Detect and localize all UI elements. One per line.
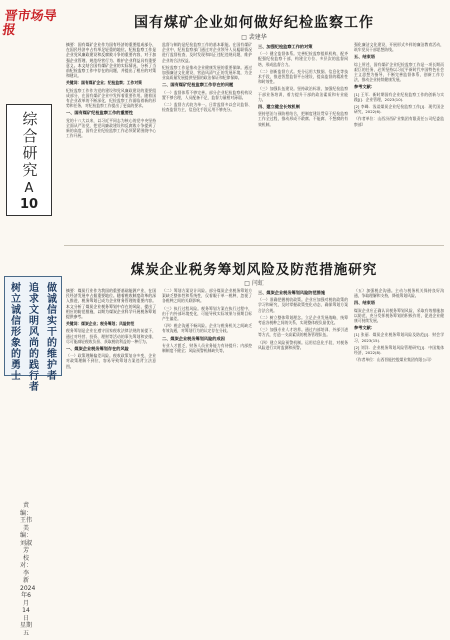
body-paragraph: [2] 李峰．浅谈煤炭企业纪检监察工作[J]．现代国企研究，2022(6)． [354, 104, 444, 115]
article-2-column [66, 288, 156, 371]
slogan-line: 做诚信实干的维护者 [47, 283, 57, 382]
section-name: 综合研究 [22, 110, 38, 179]
left-sidebar [0, 0, 64, 640]
page-footer: 责编：王伟 美编：刘淑芳 校对：李 新 2024年6月14日 星期五 [20, 502, 36, 637]
keywords-text: 关键词：煤炭企业；税务筹划；风险防范 [66, 321, 135, 327]
body-paragraph: （四）税企沟通不畅风险。企业与税务机关之间缺乏有效沟通，对筹划行为的认定存在分歧。 [162, 323, 252, 334]
body-paragraph: （一）监督体系不够完善。部分企业纪检监察机构设置不够合理，人员配备不足，监督力量相对薄弱。 [162, 89, 252, 100]
slogan-line: 树立诚信形象的勇士 [11, 283, 21, 382]
article-2-column [354, 288, 444, 364]
section-heading: 四、结束语 [354, 300, 375, 306]
body-paragraph: 综上所述，国有煤矿企业纪检监察工作是一项长期而艰巨的任务，必须坚持以习近平新时代中国特色社会主义思想为指导，不断完善监督体系，创新工作方法，推动企业持续健康发展。 [354, 61, 444, 83]
body-paragraph: （二）树立整体筹划理念。立足企业发展战略，统筹考虑各税种之间的关系，实现整体税负最优化。 [258, 314, 348, 326]
slogan-box [4, 276, 62, 393]
body-paragraph: （五）加强税企沟通。主动与税务机关保持良好沟通，争取理解和支持，降低筹划风险。 [354, 288, 444, 299]
abstract-text: 摘要：煤炭行业作为我国的重要基础能源产业，在国民经济发展中占据重要地位。随着税收制度改革的深入推进，税务筹划已成为企业财务管理的重要内容。本文分析了煤炭企业税务筹划中存在的风险，提出了相应的防范措施，以期为煤炭企业科学开展税务筹划提供参考。 [66, 288, 156, 320]
body-paragraph: 监督与制约是纪检监察工作的基本职能。在国有煤矿企业中，纪检监察部门通过对企业领导人员履职情况进行监督检查，及时发现和纠正违纪违规问题，维护企业的合法权益。 [162, 42, 252, 63]
section-heading: 一、国有煤矿纪检监察工作的重要性 [66, 110, 134, 116]
newspaper-logo [1, 10, 62, 44]
body-paragraph: （三）加强队伍建设。坚持政治标准，加强纪检监察干部业务培训，着力提升干部的政治素质和专业能力。 [258, 86, 348, 102]
article-1-body [66, 42, 444, 242]
section-heading: 参考文献： [354, 84, 375, 90]
section-heading: 五、结束语 [354, 54, 375, 60]
section-heading: 三、加强纪检监察工作的对策 [258, 44, 313, 49]
body-paragraph: （二）筹划方案设计风险。部分煤炭企业税务筹划方案缺乏整体性和系统性，仅着眼于单一税种，忽视了各税种之间的关联影响。 [162, 288, 252, 304]
keywords-text: 关键词：国有煤矿企业；纪检监察；工作对策 [66, 80, 142, 86]
logo-line-2: 报 [1, 23, 17, 38]
body-paragraph: （一）健全监督体系。完善纪检监察组织机构，配齐配强纪检监察干部，构建全方位、多层次的监督网络，形成监督合力。 [258, 51, 348, 67]
section-heading: 三、煤炭企业税务筹划风险防范措施 [258, 290, 326, 295]
article-divider [64, 245, 444, 246]
article-1-byline: □ 裴建华 [241, 34, 267, 41]
body-paragraph: [1] 张丽．煤炭企业税务筹划风险及防范[J]．财会学习，2023(15)． [354, 332, 444, 343]
article-2-title: 煤炭企业税务筹划风险及防范措施研究 [130, 262, 378, 278]
slogan-line: 追求文明风尚的践行者 [29, 283, 39, 393]
body-paragraph: （三）执行过程风险。税务筹划方案在执行过程中，由于内外部环境变化，可能导致实际效果与预期目标产生偏差。 [162, 305, 252, 322]
article-2-column [162, 288, 252, 355]
section-heading: 二、煤炭企业税务筹划风险的成因 [162, 335, 225, 341]
body-paragraph: （一）政策理解偏差风险。税收政策复杂多变，企业对政策理解不到位，容易导致筹划方案违背立法意图。 [66, 353, 156, 369]
section-heading: 二、国有煤矿纪检监察工作存在的问题 [162, 82, 234, 88]
body-paragraph: （二）监督方式较为单一。日常监督多以会议监督、检查监督为主，信息化手段运用不够充分。 [162, 102, 252, 113]
article-2-byline: □ 闫虹 [244, 280, 264, 287]
body-paragraph: （三）加强专业人才培养。通过内部培训、外部引进等方式，打造一支高素质的税务管理队伍。 [258, 327, 348, 338]
article-1-column [258, 42, 348, 129]
section-heading: 参考文献： [354, 325, 375, 331]
abstract-text: 摘要：国有煤矿企业作为国有经济的重要组成部分，在国民经济中占有举足轻重的地位。纪检监察工作是企业党风廉政建设和反腐败斗争的重要内容，对于加强企业管理、规范经营行为、维护企业利益具有重要意义。本文结合国有煤矿企业的实际情况，分析了当前纪检监察工作中存在的问题，并提出了相应的对策和建议。 [66, 42, 156, 79]
section-tag [6, 104, 52, 216]
body-paragraph: 党的十八大以来，以习近平同志为核心的党中央坚持全面从严治党，把党风廉政建设和反腐败斗争提到了新的高度，国有企业纪检监察工作必须紧紧围绕中心工作开展。 [66, 117, 156, 139]
section-heading: 四、建立健全长效机制 [258, 104, 300, 110]
article-1-column [354, 42, 444, 129]
body-paragraph: 专业人才匮乏，财务人员业务能力有待提升；内部控制制度不健全；风险预警机制缺失等。 [162, 342, 252, 354]
main-content [64, 0, 444, 640]
article-1-column [162, 42, 252, 114]
article-2-body [66, 288, 444, 628]
article-1-column [66, 42, 156, 140]
body-paragraph: [1] 王军．新时期国有企业纪检监察工作的创新与实践[J]．企业管理，2023(10)． [354, 91, 444, 102]
body-paragraph: 纪检监察工作是推动企业健康发展的重要保障。通过加强廉洁文化建设，营造风清气正的发展环境，为企业高质量发展提供坚强的政治保证和纪律保障。 [162, 64, 252, 81]
body-paragraph: （四）建立风险预警机制。运用信息化手段，对税务风险进行实时监测和预警。 [258, 339, 348, 350]
section-heading: 一、煤炭企业税务筹划存在的风险 [66, 346, 129, 352]
body-paragraph: （二）创新监督方式。充分运用大数据、信息化等技术手段，推进智慧监督平台建设，提高监督的精准性和时效性。 [258, 68, 348, 85]
body-paragraph: 强化廉洁文化建设，开展形式多样的廉洁教育活动，筑牢党员干部思想防线。 [354, 42, 444, 53]
article-2-column [258, 288, 348, 352]
body-paragraph: 纪检监察工作作为党的建设和党风廉政建设的重要组成部分，在国有煤矿企业中发挥着重要作用。随着国有企业改革的不断深化，纪检监察工作面临着新的形势和任务，对纪检监察工作提出了更高的要求。 [66, 87, 156, 109]
body-paragraph: （一）准确把握税收政策。企业应加强对税收政策的学习和研究，及时掌握政策变化动态，确保筹划方案合法合规。 [258, 297, 348, 313]
body-paragraph: （作者单位：山西晋能控股煤业集团有限公司） [354, 357, 434, 363]
article-1-title: 国有煤矿企业如何做好纪检监察工作 [134, 15, 374, 31]
section-letter: A [24, 181, 34, 196]
body-paragraph: 煤炭企业应正确认识税务筹划风险，采取有效措施加以防范，充分发挥税务筹划的积极作用，促进企业健康可持续发展。 [354, 307, 444, 324]
body-paragraph: 税务筹划是企业在遵守国家税收法律法规的前提下，通过对经营、投资、理财等活动的事先筹划和安排，尽可能减轻税收负担、获取税收利益的一种行为。 [66, 328, 156, 344]
body-paragraph: 坚持惩治与预防相结合，把制度建设贯穿于纪检监察工作全过程，推动形成不敢腐、不能腐、不想腐的有效机制。 [258, 111, 348, 127]
logo-line-1: 晋市场导 [3, 9, 58, 24]
body-paragraph: [2] 刘洋．企业税务筹划风险管理研究[J]．中国集体经济，2022(8)． [354, 344, 444, 356]
body-paragraph: （作者单位：山西汾西矿业集团有限责任公司纪委监察部） [354, 116, 444, 127]
page-number: 10 [19, 197, 39, 212]
